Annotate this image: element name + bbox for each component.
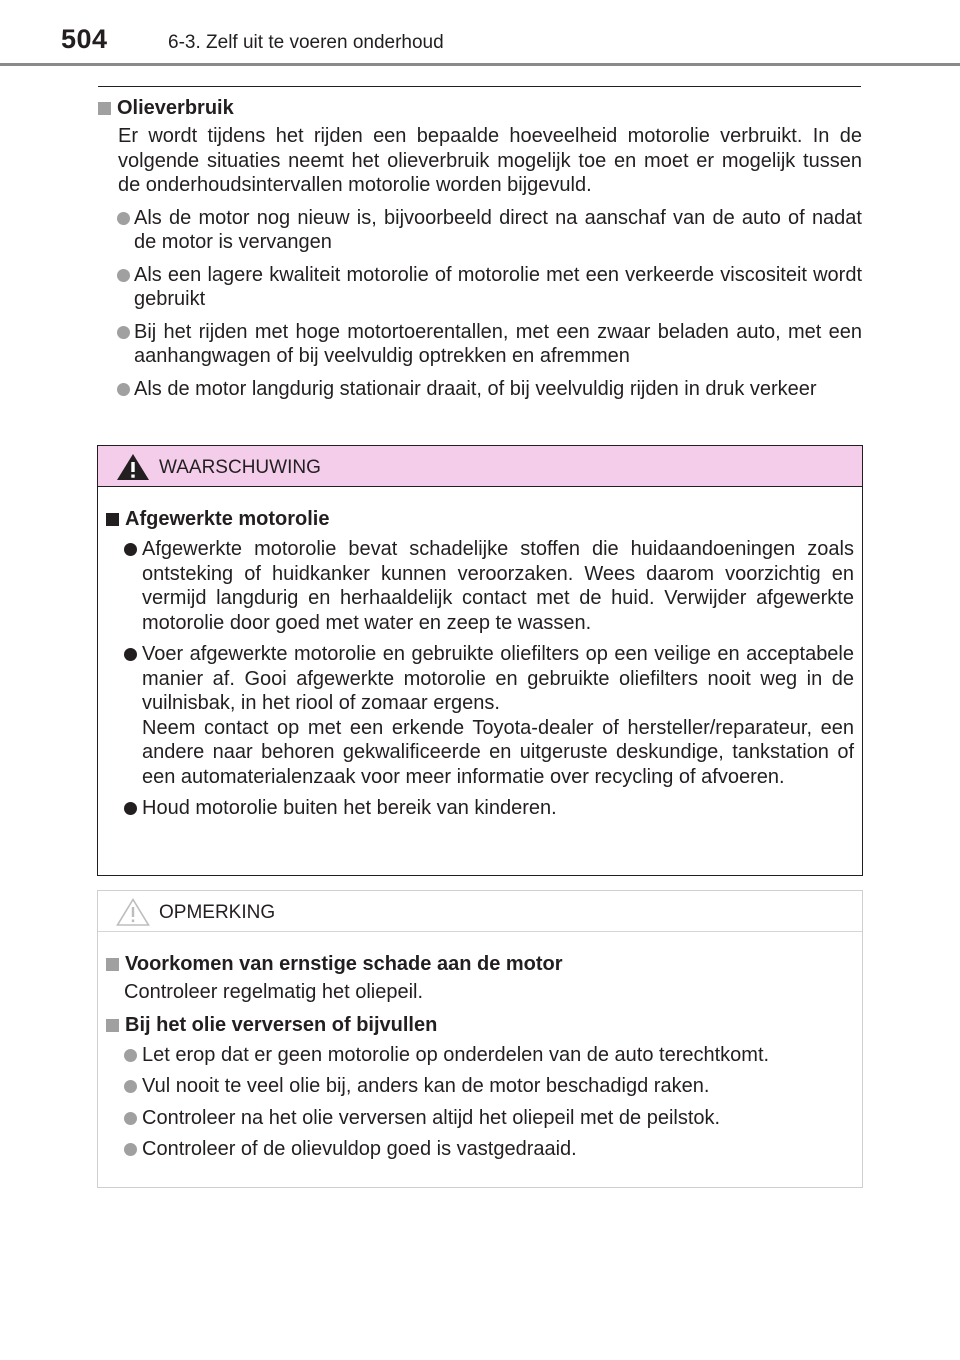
warning-box bbox=[97, 445, 863, 876]
note-heading-2 bbox=[106, 1013, 854, 1037]
circle-bullet-icon bbox=[124, 1080, 137, 1093]
list-item-text: Afgewerkte motorolie bevat schadelijke stoffen die huidaandoeningen zoals ontsteking of huidkanker kunnen veroorzaken. Wees daarom voorzichtig en vermijd langdurig en herhaaldelijk contact met de huid. Verwijder afgewerkte motorolie door goed met water en zeep te wassen. bbox=[142, 538, 854, 634]
list-item bbox=[98, 206, 862, 255]
heading-text: Voorkomen van ernstige schade aan de motor bbox=[125, 953, 563, 975]
note-list bbox=[106, 1043, 854, 1162]
list-item-text: Houd motorolie buiten het bereik van kinderen. bbox=[142, 797, 557, 819]
list-item-text: Let erop dat er geen motorolie op onderdelen van de auto terechtkomt. bbox=[142, 1043, 770, 1066]
circle-bullet-icon bbox=[117, 383, 130, 396]
warning-header bbox=[98, 446, 862, 487]
list-item bbox=[106, 1043, 854, 1068]
note-heading-1 bbox=[106, 952, 854, 976]
warning-title: WAARSCHUWING bbox=[159, 457, 321, 478]
list-item bbox=[98, 320, 862, 369]
list-item-text: Neem contact op met een erkende Toyota-dealer of hersteller/reparateur, een andere naar behoren gekwalificeerde en uitgeruste deskundige, tankstation of een automaterialenzaak voor meer informatie over recycling of afvoeren. bbox=[142, 716, 854, 788]
section-title: 6-3. Zelf uit te voeren onderhoud bbox=[168, 32, 444, 53]
square-bullet-icon bbox=[106, 958, 119, 971]
circle-bullet-icon bbox=[117, 269, 130, 282]
list-item bbox=[98, 263, 862, 312]
list-item bbox=[98, 377, 862, 402]
warning-heading bbox=[106, 507, 854, 531]
list-item-text: Als de motor nog nieuw is, bijvoorbeeld direct na aanschaf van de auto of nadat de motor is vervangen bbox=[134, 206, 862, 253]
circle-bullet-icon bbox=[124, 1143, 137, 1156]
header-divider bbox=[0, 63, 960, 66]
list-item bbox=[106, 1074, 854, 1099]
circle-bullet-icon bbox=[117, 326, 130, 339]
list-item bbox=[106, 642, 854, 789]
note-title: OPMERKING bbox=[159, 902, 276, 923]
circle-bullet-icon bbox=[124, 1049, 137, 1062]
note-body bbox=[98, 932, 862, 1162]
note-paragraph: Controleer regelmatig het oliepeil. bbox=[124, 981, 424, 1003]
list-item-text: Als een lagere kwaliteit motorolie of motorolie met een verkeerde viscositeit wordt gebruikt bbox=[134, 263, 862, 310]
list-item-text: Bij het rijden met hoge motortoerentallen, met een zwaar beladen auto, met een aanhangwagen of bij veelvuldig optrekken en afremmen bbox=[134, 320, 862, 367]
list-item bbox=[106, 796, 854, 821]
note-header bbox=[98, 891, 862, 932]
content-divider bbox=[98, 86, 861, 87]
intro-paragraph: Er wordt tijdens het rijden een bepaalde hoeveelheid motorolie verbruikt. In de volgende situaties neemt het olieverbruik mogelijk toe en moet er mogelijk tussen de onderhoudsintervallen motorolie worden bijgevuld. bbox=[118, 125, 862, 196]
list-item-text: Als de motor langdurig stationair draait, of bij veelvuldig rijden in druk verkeer bbox=[134, 377, 817, 400]
section-heading bbox=[98, 96, 862, 120]
square-bullet-icon bbox=[106, 513, 119, 526]
list-item-text: Vul nooit te veel olie bij, anders kan de motor beschadigd raken. bbox=[142, 1075, 710, 1097]
caution-outline-triangle-icon bbox=[115, 897, 151, 927]
heading-text: Bij het olie verversen of bijvullen bbox=[125, 1013, 438, 1036]
square-bullet-icon bbox=[98, 102, 111, 115]
list-item-text: Controleer na het olie verversen altijd het oliepeil met de peilstok. bbox=[142, 1106, 721, 1129]
list-item bbox=[106, 1137, 854, 1162]
page-header bbox=[0, 0, 960, 68]
circle-bullet-icon bbox=[124, 1112, 137, 1125]
situation-list bbox=[98, 206, 862, 402]
warning-list bbox=[106, 537, 854, 821]
circle-bullet-icon bbox=[117, 212, 130, 225]
main-section bbox=[98, 96, 862, 409]
list-item bbox=[106, 537, 854, 635]
heading-text: Olieverbruik bbox=[117, 97, 234, 119]
circle-bullet-icon bbox=[124, 543, 137, 556]
note-box bbox=[97, 890, 863, 1188]
circle-bullet-icon bbox=[124, 648, 137, 661]
warning-body bbox=[98, 487, 862, 821]
circle-bullet-icon bbox=[124, 802, 137, 815]
list-item-text: Controleer of de olievuldop goed is vastgedraaid. bbox=[142, 1138, 577, 1160]
square-bullet-icon bbox=[106, 1019, 119, 1032]
heading-text: Afgewerkte motorolie bbox=[125, 508, 330, 530]
page-number: 504 bbox=[61, 24, 108, 54]
list-item bbox=[106, 1106, 854, 1131]
warning-triangle-icon bbox=[115, 452, 151, 482]
list-item-text: Voer afgewerkte motorolie en gebruikte oliefilters op een veilige en acceptabele manier af. Gooi afgewerkte motorolie en gebruikte oliefilters nooit weg in de vuilnisbak, in het riool of zomaar ergens. bbox=[142, 643, 854, 714]
